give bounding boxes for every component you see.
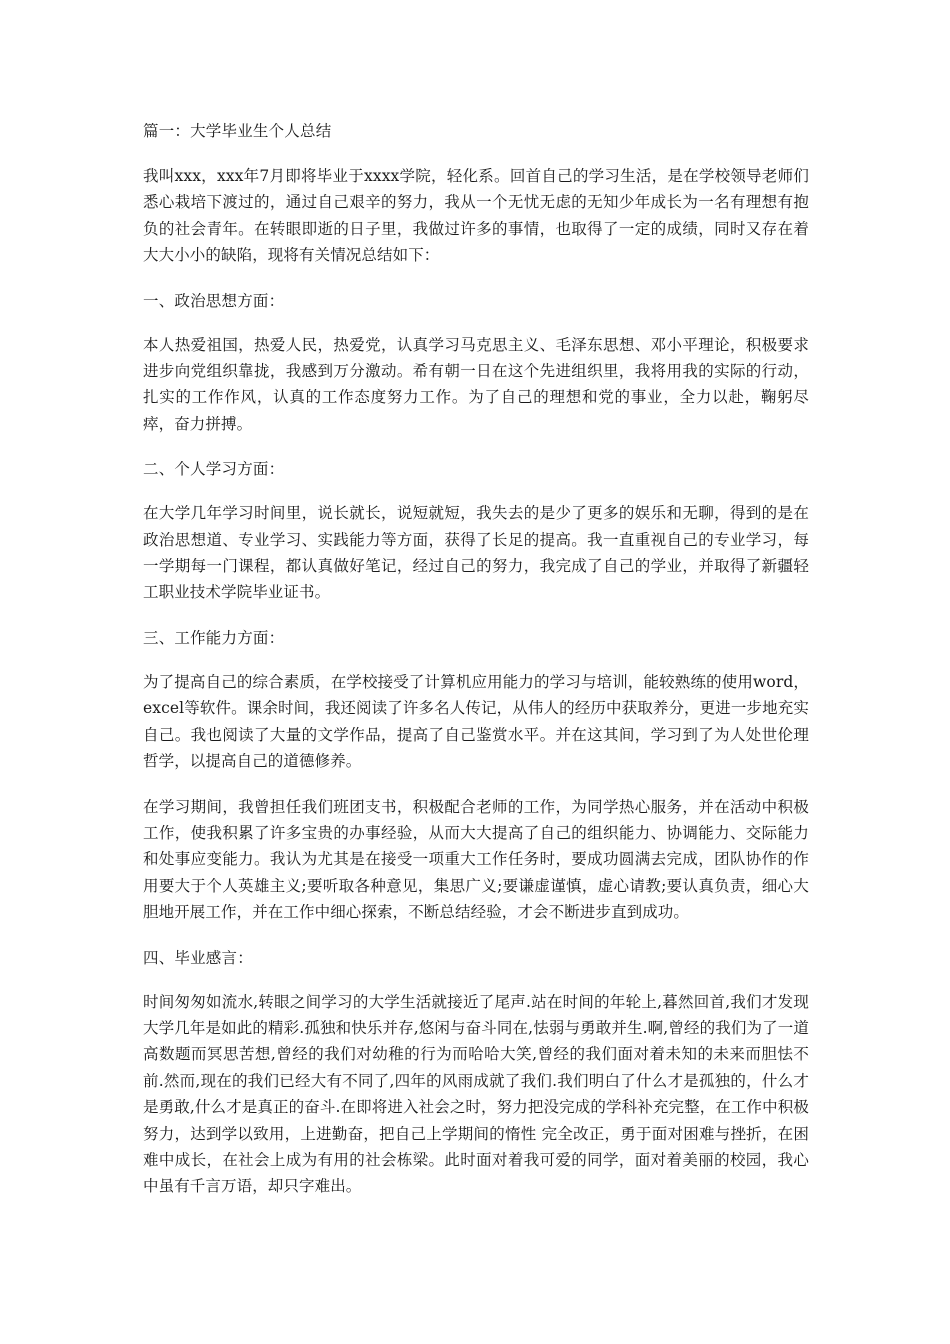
section-paragraph-graduation: 时间匆匆如流水,转眼之间学习的大学生活就接近了尾声.站在时间的年轮上,暮然回首,我们才发现大学几年是如此的精彩.孤独和快乐并存,悠闲与奋斗同在,怯弱与勇敢并生.啊,曾经的我们为了一道高数题而冥思苦想,曾经的我们对幼稚的行为而哈哈大笑,曾经的我们面对着未知的未来而胆怯不前.然而,现在的我们已经大有不同了,四年的风雨成就了我们.我们明白了什么才是孤独的，什么才是勇敢,什么才是真正的奋斗.在即将进入社会之时，努力把没完成的学科补充完整，在工作中积极努力，达到学以致用，上进勤奋，把自己上学期间的惰性 完全改正，勇于面对困难与挫折，在困难中成长，在社会上成为有用的社会栋梁。此时面对着我可爱的同学，面对着美丽的校园，我心中虽有千言万语，却只字难出。 — [143, 992, 809, 1196]
section-paragraph-study: 在大学几年学习时间里，说长就长，说短就短，我失去的是少了更多的娱乐和无聊，得到的是在政治思想道、专业学习、实践能力等方面，获得了长足的提高。我一直重视自己的专业学习，每一学期每一门课程，都认真做好笔记，经过自己的努力，我完成了自己的学业，并取得了新疆轻工职业技术学院毕业证书。 — [143, 504, 809, 602]
section-heading-work: 三、工作能力方面： — [143, 628, 285, 647]
document-page — [143, 118, 809, 1219]
section-heading-graduation: 四、毕业感言： — [143, 948, 253, 967]
section-paragraph-politics: 本人热爱祖国，热爱人民，热爱党，认真学习马克思主义、毛泽东思想、邓小平理论，积极要求进步向党组织靠拢，我感到万分激动。希有朝一日在这个先进组织里，我将用我的实际的行动，扎实的工作作风，认真的工作态度努力工作。为了自己的理想和党的事业，全力以赴，鞠躬尽瘁，奋力拼搏。 — [143, 335, 809, 433]
document-title: 篇一：大学毕业生个人总结 — [143, 122, 332, 140]
section-heading-politics: 一、政治思想方面： — [143, 291, 285, 310]
section-paragraph-work-experience: 在学习期间，我曾担任我们班团支书，积极配合老师的工作，为同学热心服务，并在活动中积极工作，使我积累了许多宝贵的办事经验，从而大大提高了自己的组织能力、协调能力、交际能力和处事应变能力。我认为尤其是在接受一项重大工作任务时，要成功圆满去完成，团队协作的作用要大于个人英雄主义;要听取各种意见，集思广义;要谦虚谨慎，虚心请教;要认真负责，细心大胆地开展工作，并在工作中细心探索，不断总结经验，才会不断进步直到成功。 — [143, 797, 809, 922]
intro-paragraph: 我叫xxx，xxx年7月即将毕业于xxxx学院，轻化系。回首自己的学习生活，是在学校领导老师们悉心栽培下渡过的，通过自己艰辛的努力，我从一个无忧无虑的无知少年成长为一名有理想有抱负的社会青年。在转眼即逝的日子里，我做过许多的事情，也取得了一定的成绩，同时又存在着大大小小的缺陷，现将有关情况总结如下： — [143, 167, 809, 265]
section-paragraph-work-skills: 为了提高自己的综合素质，在学校接受了计算机应用能力的学习与培训，能较熟练的使用word，excel等软件。课余时间，我还阅读了许多名人传记，从伟人的经历中获取养分，更进一步地充实自己。我也阅读了大量的文学作品，提高了自己鉴赏水平。并在这其间，学习到了为人处世伦理哲学，以提高自己的道德修养。 — [143, 672, 809, 771]
section-heading-study: 二、个人学习方面： — [143, 460, 285, 479]
